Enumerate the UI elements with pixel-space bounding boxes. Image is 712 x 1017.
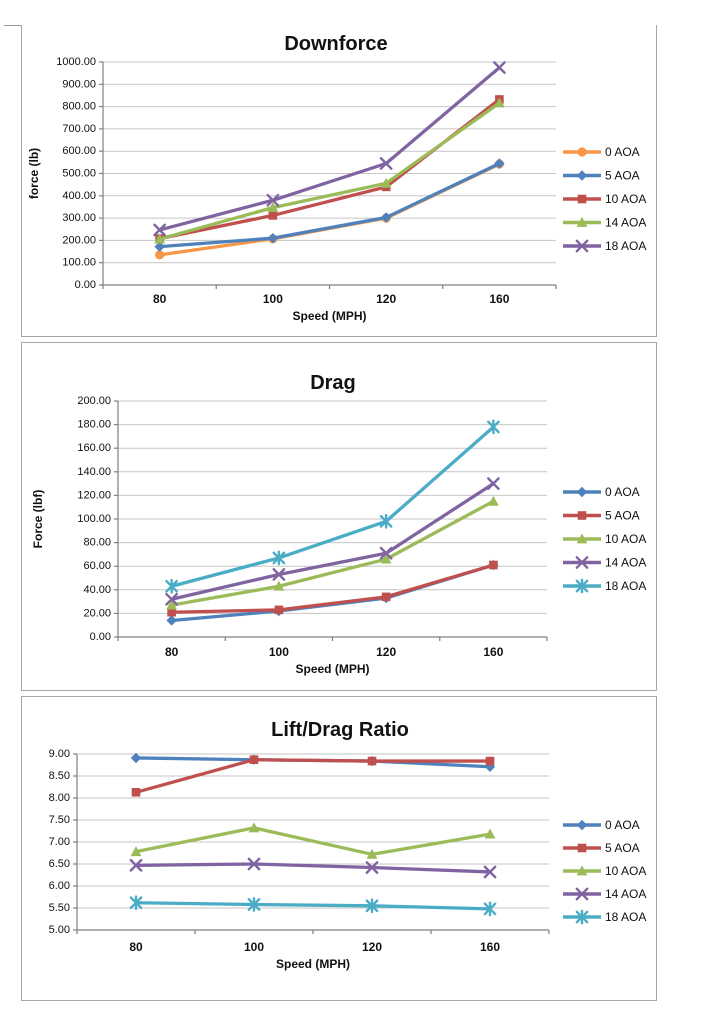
y-tick-label: 60.00: [83, 560, 111, 573]
legend-label: 0 AOA: [605, 485, 640, 499]
y-tick-label: 900.00: [62, 78, 96, 91]
series-line: [160, 163, 500, 246]
legend-item-18-aoa: [563, 910, 646, 924]
series-marker: [577, 170, 587, 180]
series-line: [136, 828, 490, 854]
x-tick-labels: [165, 645, 504, 659]
series-marker: [250, 755, 259, 764]
series-18-aoa: [166, 421, 498, 593]
y-tick-label: 160.00: [77, 442, 111, 455]
series-line: [160, 68, 500, 230]
series-0-aoa: [166, 560, 498, 626]
series-marker: [275, 606, 284, 615]
chart-liftdrag: [49, 719, 647, 971]
legend-label: 5 AOA: [605, 841, 640, 855]
y-tick-label: 5.00: [48, 924, 70, 936]
y-tick-label: 1000.00: [56, 56, 96, 68]
series-marker: [578, 844, 587, 853]
series-marker: [488, 496, 499, 506]
y-tick-label: 100.00: [77, 513, 111, 525]
y-tick-labels: [56, 56, 96, 291]
y-tick-label: 7.50: [48, 814, 70, 826]
legend-item-14-aoa: [563, 556, 646, 570]
series-10-aoa: [131, 822, 496, 858]
x-tick-label: 100: [243, 940, 265, 954]
legend-item-0-aoa: [563, 818, 640, 832]
legend-label: 10 AOA: [605, 192, 647, 206]
y-tick-label: 700.00: [62, 122, 96, 135]
series-marker: [488, 478, 498, 488]
x-tick-label: 80: [129, 940, 143, 954]
y-tick-labels: [49, 748, 70, 936]
legend-label: 10 AOA: [605, 532, 647, 546]
x-axis-title: Speed (MPH): [295, 662, 370, 676]
x-tick-labels: [129, 940, 500, 954]
y-tick-label: 180.00: [77, 418, 111, 431]
series-5-aoa: [154, 158, 504, 252]
y-tick-label: 8.00: [48, 792, 70, 804]
x-tick-label: 160: [489, 292, 510, 306]
legend: [563, 818, 646, 924]
y-tick-label: 6.00: [48, 880, 70, 892]
chart-drag: [31, 372, 646, 676]
x-tick-labels: [153, 292, 510, 306]
y-tick-label: 600.00: [62, 145, 96, 158]
y-tick-label: 7.00: [48, 836, 70, 848]
legend-label: 5 AOA: [605, 168, 640, 183]
series-marker: [577, 487, 587, 497]
x-axis-title: Speed (MPH): [292, 309, 367, 323]
series-marker: [268, 233, 278, 243]
legend-label: 14 AOA: [605, 887, 647, 901]
series-marker: [486, 757, 495, 766]
series-line: [160, 103, 500, 239]
legend-label: 10 AOA: [605, 864, 647, 878]
legend-item-18-aoa: [563, 579, 646, 593]
legend-item-10-aoa: [563, 532, 646, 546]
legend-label: 5 AOA: [605, 508, 640, 523]
series-line: [136, 864, 490, 872]
legend: [563, 485, 646, 593]
legend-item-0-aoa: [563, 485, 640, 499]
chart-title: Downforce: [284, 33, 388, 55]
legend-item-14-aoa: [563, 887, 646, 901]
series-14-aoa: [166, 478, 498, 604]
series-marker: [488, 421, 498, 433]
y-tick-label: 800.00: [62, 100, 96, 113]
legend-item-18-aoa: [563, 239, 646, 253]
y-tick-label: 500.00: [62, 167, 96, 180]
x-tick-label: 160: [479, 940, 501, 954]
series-18-aoa: [154, 62, 504, 235]
y-tick-label: 100.00: [62, 256, 96, 269]
series-marker: [166, 615, 176, 625]
legend-item-5-aoa: [563, 509, 640, 523]
chart-title: Lift/Drag Ratio: [271, 719, 409, 741]
y-tick-label: 9.00: [48, 748, 70, 760]
y-tick-label: 300.00: [62, 212, 96, 225]
y-tick-label: 5.50: [48, 902, 70, 914]
y-tick-label: 80.00: [83, 536, 111, 549]
y-tick-label: 0.00: [89, 631, 111, 643]
x-tick-label: 80: [152, 292, 167, 306]
x-tick-label: 160: [483, 645, 504, 659]
y-axis-title: force (lb): [27, 147, 41, 200]
legend-label: 14 AOA: [605, 555, 647, 570]
y-tick-label: 200.00: [62, 234, 96, 247]
x-tick-label: 80: [164, 645, 179, 659]
legend-item-5-aoa: [563, 841, 640, 855]
chart-downforce: [27, 33, 646, 323]
x-tick-label: 100: [262, 292, 283, 306]
series-marker: [489, 561, 498, 570]
x-tick-label: 120: [376, 292, 397, 306]
y-tick-label: 20.00: [83, 607, 111, 620]
y-tick-label: 140.00: [77, 465, 111, 478]
series-14-aoa: [154, 97, 505, 243]
y-tick-label: 400.00: [62, 189, 96, 202]
series-marker: [577, 820, 587, 830]
gridlines: [77, 754, 549, 908]
y-tick-label: 6.50: [48, 858, 70, 870]
series-marker: [132, 788, 141, 797]
legend-item-10-aoa: [563, 192, 646, 206]
legend-label: 18 AOA: [605, 579, 647, 593]
series-marker: [578, 195, 587, 204]
y-axis-title: Force (lbf): [31, 489, 45, 549]
y-tick-label: 0.00: [74, 279, 96, 291]
series-marker: [368, 757, 377, 766]
legend-label: 18 AOA: [605, 239, 647, 253]
x-tick-label: 100: [268, 645, 289, 659]
y-tick-labels: [77, 395, 111, 643]
legend-label: 0 AOA: [605, 145, 640, 159]
x-axis-title: Speed (MPH): [275, 957, 351, 971]
legend-label: 14 AOA: [605, 215, 647, 230]
gridlines: [103, 62, 556, 263]
legend-label: 18 AOA: [605, 910, 647, 924]
series-marker: [382, 593, 391, 602]
y-tick-label: 120.00: [77, 489, 111, 502]
series-10-aoa: [155, 95, 503, 243]
legend: [563, 145, 646, 253]
series-line: [172, 484, 494, 600]
legend-item-5-aoa: [563, 169, 640, 183]
y-tick-label: 8.50: [48, 770, 70, 782]
series-marker: [578, 511, 587, 520]
legend-item-10-aoa: [563, 864, 646, 878]
series-marker: [494, 62, 504, 72]
series-marker: [269, 211, 278, 220]
y-tick-label: 200.00: [77, 395, 111, 407]
chart-title: Drag: [310, 372, 356, 394]
series-marker: [381, 212, 391, 222]
legend-label: 0 AOA: [605, 818, 640, 832]
legend-item-0-aoa: [563, 145, 640, 159]
x-tick-label: 120: [376, 645, 397, 659]
y-tick-label: 40.00: [83, 583, 111, 596]
legend-item-14-aoa: [563, 216, 646, 230]
series-marker: [577, 147, 586, 156]
series-18-aoa: [131, 897, 495, 916]
x-tick-label: 120: [361, 940, 383, 954]
series-14-aoa: [131, 859, 495, 877]
